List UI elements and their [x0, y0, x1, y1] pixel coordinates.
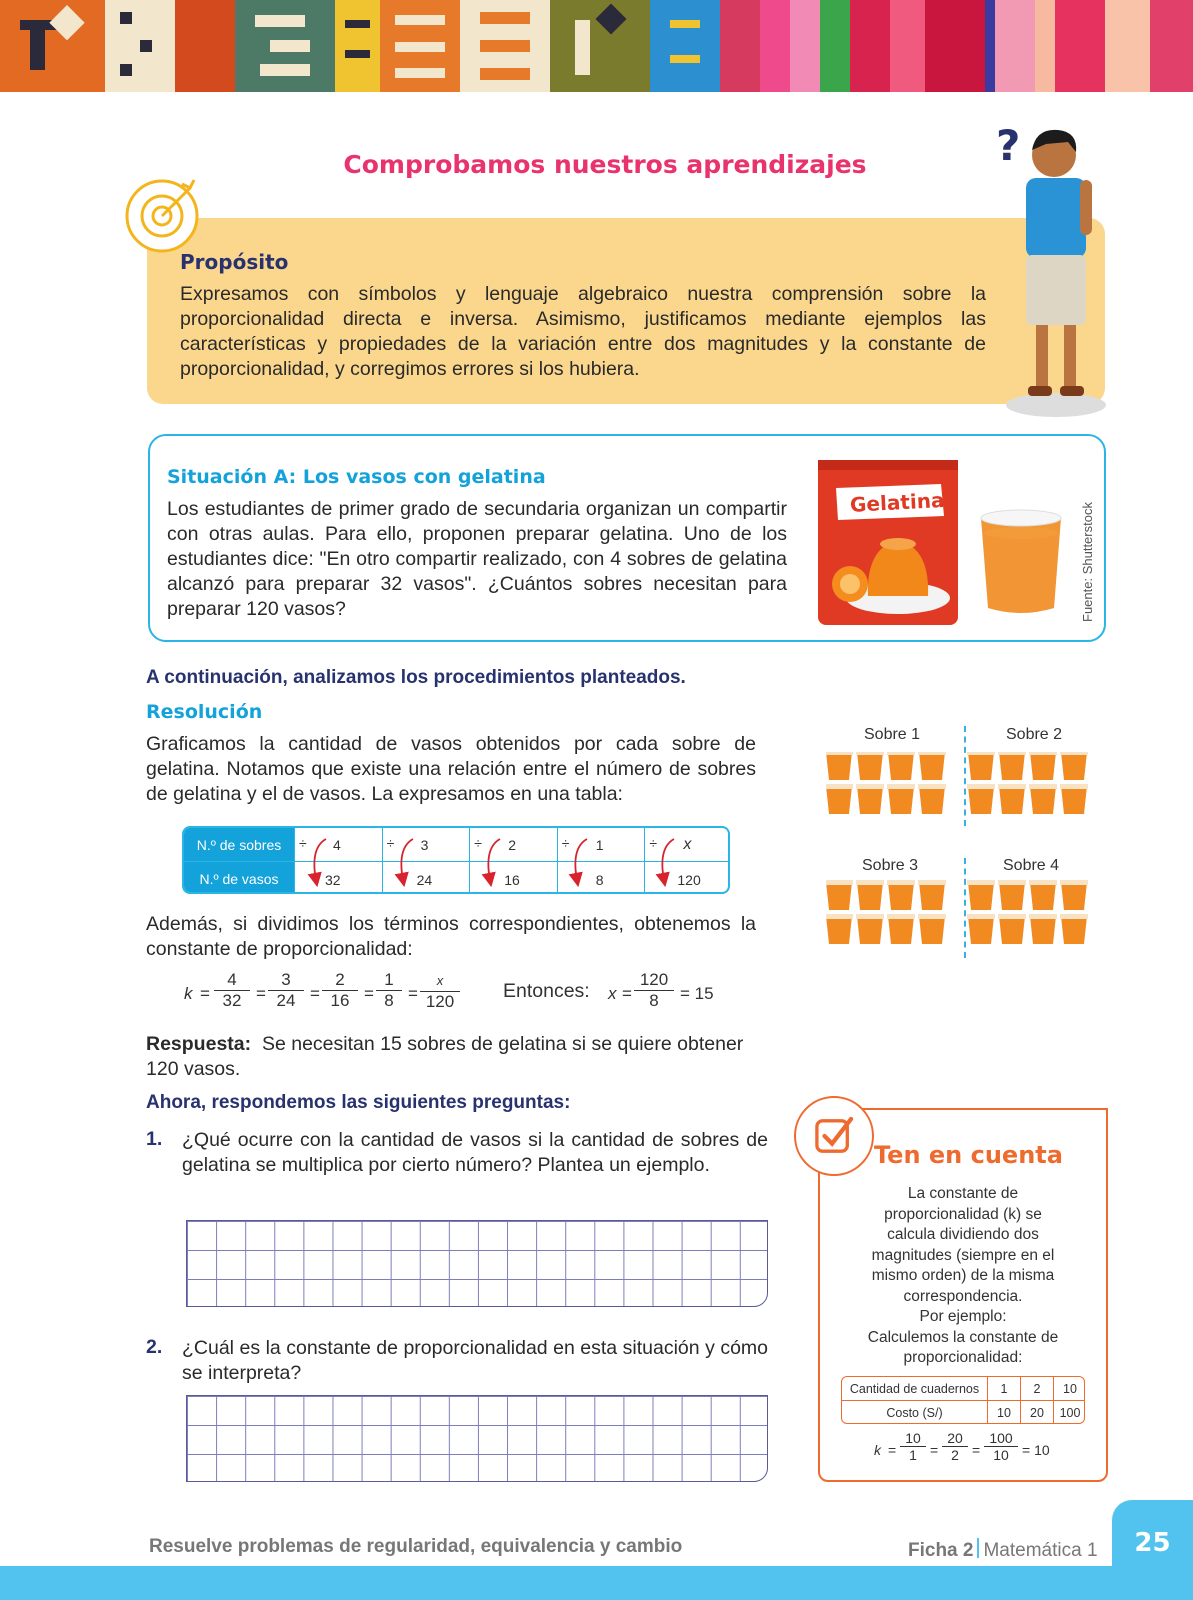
student-illustration — [996, 120, 1116, 420]
gelatin-cup — [1061, 882, 1087, 910]
fraction — [214, 970, 250, 1011]
numerator: 1 — [376, 970, 402, 991]
gelatin-cup — [919, 786, 945, 814]
gelatin-cup — [826, 786, 852, 814]
gelatin-cup — [1030, 916, 1056, 944]
gelatin-cup-rim — [826, 914, 853, 919]
target-icon — [124, 172, 206, 254]
numerator: 2 — [322, 970, 358, 991]
question-text: ¿Cuál es la constante de proporcionalidad en esta situación y cómo se interpreta? — [182, 1337, 768, 1384]
table-cell: 10 — [1053, 1377, 1085, 1401]
denominator: 8 — [649, 991, 659, 1010]
gelatin-cup-rim — [998, 752, 1026, 755]
gelatin-cup — [999, 786, 1025, 814]
numerator: 20 — [942, 1430, 968, 1447]
vasos-value: 120 — [677, 872, 701, 888]
gelatin-cup-rim — [1060, 880, 1088, 885]
checklist-icon — [794, 1096, 874, 1176]
gelatin-cup — [857, 882, 883, 910]
tip-line: Por ejemplo: — [919, 1308, 1007, 1325]
tip-text — [838, 1184, 1088, 1369]
purpose-text: Expresamos con símbolos y lenguaje algebraico nuestra comprensión sobre la proporcionalidad directa e inversa. Asimismo, justificamos mediante ejemplos las características y propiedades de la variación entre dos magnitudes y la constante de proporcionalidad, y corregimos errores si los hubiera. — [180, 283, 986, 380]
gelatin-cup-rim — [887, 914, 915, 919]
fraction — [376, 970, 402, 1011]
gelatin-cup — [857, 752, 883, 780]
tip-line: Calculemos la constante de — [867, 1328, 1059, 1346]
gelatin-cup — [826, 916, 852, 944]
gelatin-cup — [1030, 882, 1056, 910]
gelatin-cup — [919, 882, 945, 910]
denominator: 32 — [222, 991, 242, 1010]
tip-line: proporcionalidad: — [903, 1349, 1023, 1366]
gelatin-cup — [968, 786, 994, 814]
gelatin-cup — [999, 882, 1025, 910]
tip-line: correspondencia. — [903, 1287, 1023, 1305]
k-formula — [180, 970, 740, 1026]
gelatin-package-label: Gelatina — [849, 487, 946, 517]
gelatin-package-image — [816, 458, 1076, 628]
sobres-value: 4 — [333, 837, 341, 853]
division-arrows — [292, 834, 732, 890]
tip-k-formula — [872, 1430, 1092, 1470]
gelatin-cup-rim — [1029, 784, 1057, 789]
gelatin-cup-rim — [1029, 880, 1057, 885]
page-number: 25 — [1134, 1528, 1171, 1558]
fraction — [322, 970, 358, 1011]
table-cell: 2 — [1020, 1377, 1053, 1401]
gelatin-cup-rim — [887, 752, 915, 755]
gelatin-cup — [968, 752, 994, 780]
gelatin-cup-rim — [918, 752, 946, 755]
denominator: 24 — [276, 991, 296, 1010]
subject-label: Matemática 1 — [983, 1540, 1098, 1561]
gelatin-cup-rim — [918, 880, 946, 885]
gelatin-cup-rim — [998, 914, 1026, 919]
textile-pattern-banner — [0, 0, 1193, 92]
answer-grid-2[interactable] — [186, 1395, 768, 1482]
divide-symbol: ÷ — [299, 835, 307, 851]
fraction — [942, 1430, 968, 1463]
ficha-label — [908, 1538, 1098, 1562]
question-number: 1. — [146, 1128, 163, 1150]
gelatin-cup — [857, 786, 883, 814]
gelatin-cup-rim — [826, 752, 853, 755]
x-symbol: x — [608, 984, 617, 1003]
divide-symbol: ÷ — [649, 835, 658, 851]
fraction — [984, 1430, 1018, 1463]
table-cell: 100 — [1053, 1401, 1085, 1424]
equals-sign: = — [972, 1442, 981, 1458]
tip-header-cuadernos: Cantidad de cuadernos — [849, 1382, 980, 1396]
vasos-value: 16 — [504, 872, 520, 888]
numerator: 4 — [214, 970, 250, 991]
gelatin-cup — [1061, 916, 1087, 944]
gelatin-cup — [1030, 786, 1056, 814]
equals-sign: = — [930, 1442, 939, 1458]
situation-text: Los estudiantes de primer grado de secundaria organizan un compartir con otras aulas. Para ello, proponen preparar gelatina. Uno de los estudiantes dice: "En otro compartir realizado, con 4 sobres de gelatina alcanzó para preparar 32 vasos". ¿Cuántos sobres necesitan para preparar 120 vasos? — [167, 498, 787, 620]
gelatin-cup — [999, 752, 1025, 780]
denominator: 2 — [951, 1447, 959, 1463]
vasos-value: 24 — [416, 872, 433, 888]
gelatin-cup-rim — [856, 784, 884, 789]
fraction — [900, 1430, 926, 1463]
tip-line: magnitudes (siempre en el — [871, 1246, 1055, 1264]
answer-text: Se necesitan 15 sobres de gelatina si se quiere obtener 120 vasos. — [146, 1033, 744, 1080]
k-symbol: k — [184, 984, 193, 1003]
gelatin-cup-rim — [967, 784, 995, 789]
cup-group-label: Sobre 4 — [1003, 857, 1060, 874]
gelatin-cup-rim — [856, 880, 884, 885]
question-text: ¿Qué ocurre con la cantidad de vasos si la cantidad de sobres de gelatina se multiplica por cierto número? Plantea un ejemplo. — [182, 1129, 768, 1176]
equals-sign: = — [256, 984, 266, 1003]
question-number: 2. — [146, 1336, 163, 1358]
gelatin-cup-rim — [918, 914, 946, 919]
gelatin-cup — [919, 752, 945, 780]
divide-symbol: ÷ — [561, 835, 570, 851]
denominator: 120 — [425, 992, 455, 1011]
k-symbol: k — [874, 1442, 881, 1458]
tip-table — [841, 1376, 1085, 1424]
gelatin-cup-rim — [856, 752, 884, 755]
gelatin-cup — [968, 916, 994, 944]
resolution-paragraph-1: Graficamos la cantidad de vasos obtenidos por cada sobre de gelatina. Notamos que existe una relación entre el número de sobres de gelatina y el de vasos. La expresamos en una tabla: — [146, 733, 756, 805]
cups-illustration — [826, 752, 1102, 962]
entonces-label: Entonces: — [503, 980, 590, 1002]
questions-intro: Ahora, respondemos las siguientes preguntas: — [146, 1092, 571, 1113]
gelatin-cup-rim — [998, 880, 1026, 885]
gelatin-cup-rim — [1029, 752, 1057, 755]
gelatin-cup — [888, 752, 914, 780]
equals-sign: = — [408, 984, 418, 1003]
divide-symbol: ÷ — [474, 835, 482, 851]
table-header-vasos: N.º de vasos — [184, 862, 294, 894]
gelatin-cup-rim — [1060, 784, 1088, 789]
gelatin-cup-rim — [967, 752, 995, 755]
vasos-value: 32 — [325, 872, 341, 888]
gelatin-cup — [888, 786, 914, 814]
result: = 10 — [1022, 1442, 1050, 1458]
table-row — [842, 1401, 1085, 1424]
divide-symbol: ÷ — [386, 835, 395, 851]
tip-line: proporcionalidad (k) se — [884, 1205, 1042, 1223]
purpose-title: Propósito — [180, 250, 289, 274]
gelatin-cup-rim — [1060, 752, 1088, 755]
analysis-intro: A continuación, analizamos los procedimientos planteados. — [146, 667, 686, 688]
resolution-paragraph-2: Además, si dividimos los términos correspondientes, obtenemos la constante de proporcionalidad: — [146, 913, 756, 960]
numerator: 120 — [634, 970, 674, 991]
fraction — [268, 970, 304, 1011]
tip-line: calcula dividiendo dos — [887, 1226, 1039, 1243]
gelatin-cup — [826, 752, 852, 780]
sobres-value: 3 — [420, 837, 429, 853]
answer — [146, 1032, 766, 1082]
svg-text:?: ? — [996, 121, 1021, 170]
equals-sign: = — [364, 984, 374, 1003]
gelatin-cup — [999, 916, 1025, 944]
gelatin-cup — [968, 882, 994, 910]
denominator: 16 — [330, 991, 350, 1010]
numerator: 100 — [984, 1430, 1018, 1447]
separator — [977, 1538, 979, 1558]
denominator: 8 — [384, 991, 394, 1010]
gelatin-cup-rim — [887, 880, 915, 885]
gelatin-cup-rim — [998, 784, 1026, 789]
gelatin-cup — [919, 916, 945, 944]
footer-bar — [0, 1566, 1193, 1600]
cup-group-label: Sobre 1 — [864, 726, 921, 743]
cup-group-label: Sobre 2 — [1006, 726, 1063, 743]
equals-sign: = — [622, 984, 632, 1003]
equals-sign: = — [200, 984, 210, 1003]
numerator: 10 — [900, 1430, 926, 1447]
gelatin-cup-rim — [856, 914, 884, 919]
denominator: 1 — [909, 1447, 917, 1463]
cup-group-label: Sobre 3 — [862, 857, 919, 874]
tip-line: La constante de — [907, 1185, 1019, 1202]
sobres-value: 1 — [595, 837, 604, 853]
gelatin-cup — [888, 882, 914, 910]
sobres-value: 2 — [508, 837, 516, 853]
gelatin-cup — [857, 916, 883, 944]
gelatin-cup-rim — [967, 914, 995, 919]
page-title: Comprobamos nuestros aprendizajes — [343, 150, 867, 179]
gelatin-cup-rim — [1060, 914, 1088, 919]
gelatin-cup — [1061, 752, 1087, 780]
gelatin-cup — [888, 916, 914, 944]
answer-label: Respuesta: — [146, 1033, 252, 1055]
gelatin-cup-rim — [887, 784, 915, 789]
table-header-sobres: N.º de sobres — [184, 828, 294, 862]
ficha-number: Ficha 2 — [908, 1540, 974, 1561]
denominator: 10 — [993, 1447, 1009, 1463]
table-cell: 20 — [1020, 1401, 1053, 1424]
gelatin-cup-rim — [826, 880, 853, 885]
tip-line: mismo orden) de la misma — [871, 1267, 1055, 1284]
sobres-value: x — [683, 836, 692, 853]
gelatin-cup-rim — [918, 784, 946, 789]
gelatin-cup — [1030, 752, 1056, 780]
gelatin-cup — [826, 882, 852, 910]
gelatin-cup-rim — [1029, 914, 1057, 919]
numerator: x — [420, 970, 460, 992]
table-cell: 1 — [987, 1377, 1020, 1401]
resolution-title: Resolución — [146, 701, 263, 723]
tip-header-costo: Costo (S/) — [886, 1406, 943, 1420]
gelatin-cup-rim — [967, 880, 995, 885]
vasos-value: 8 — [595, 872, 604, 888]
competency-label: Resuelve problemas de regularidad, equivalencia y cambio — [149, 1536, 683, 1557]
gelatin-cup-rim — [826, 784, 853, 789]
table-row — [842, 1377, 1085, 1401]
tip-title: Ten en cuenta — [874, 1141, 1063, 1169]
table-cell: 10 — [987, 1401, 1020, 1424]
numerator: 3 — [268, 970, 304, 991]
result: = 15 — [680, 984, 714, 1003]
equals-sign: = — [888, 1442, 897, 1458]
gelatin-cup — [1061, 786, 1087, 814]
equals-sign: = — [310, 984, 320, 1003]
answer-grid-1[interactable] — [186, 1220, 768, 1307]
fraction — [420, 970, 460, 1012]
situation-title: Situación A: Los vasos con gelatina — [167, 466, 546, 488]
image-source-credit: Fuente: Shutterstock — [1080, 502, 1095, 622]
fraction — [634, 970, 674, 1011]
